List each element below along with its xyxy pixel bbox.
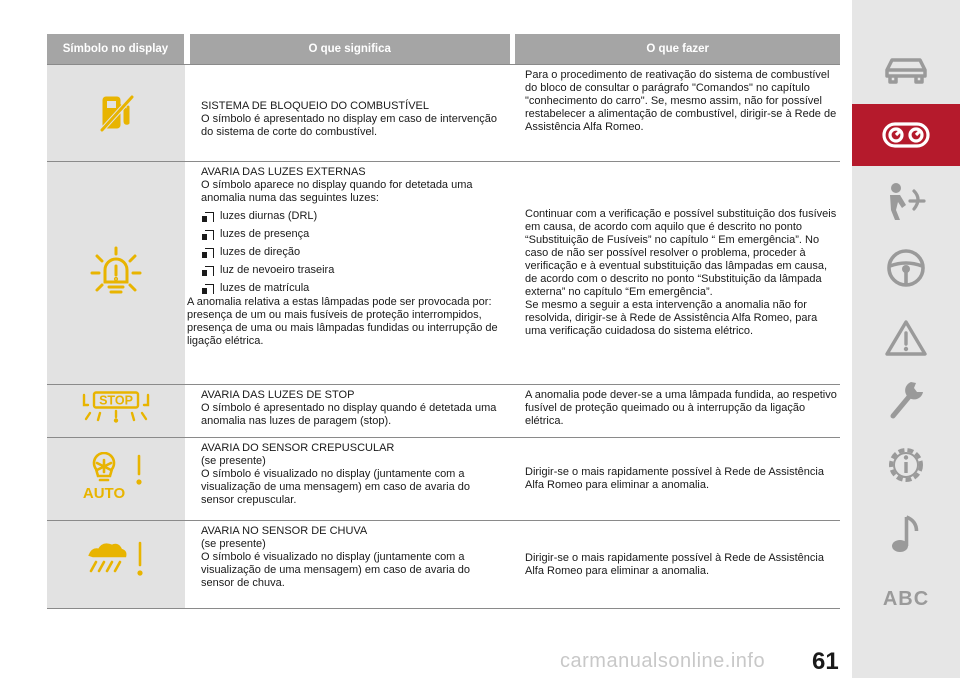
sidebar-item-steering[interactable] bbox=[852, 240, 960, 296]
table-row bbox=[47, 520, 840, 609]
symbol-cell bbox=[47, 162, 185, 384]
list-item: luzes de presença bbox=[205, 228, 505, 241]
table-row bbox=[47, 64, 840, 161]
action-cell bbox=[513, 385, 840, 437]
action-cell bbox=[513, 521, 840, 608]
watermark: carmanualsonline.info bbox=[560, 650, 766, 672]
stop-light-fault-icon bbox=[78, 391, 154, 423]
sidebar-item-safety[interactable] bbox=[852, 174, 960, 230]
bullet-icon bbox=[205, 266, 214, 276]
meaning-title: AVARIA DO SENSOR CREPUSCULAR bbox=[201, 442, 395, 454]
meaning-text: O símbolo aparece no display quando for detetada uma anomalia numa das seguintes luzes: bbox=[201, 179, 473, 204]
info-gear-icon bbox=[884, 443, 928, 487]
dusk-sensor-fault-icon bbox=[83, 452, 149, 502]
symbol-cell bbox=[47, 521, 185, 608]
action-text: Dirigir-se o mais rapidamente possível à Rede de Assistência Alfa Romeo para eliminar a anomalia. bbox=[525, 551, 824, 577]
meaning-sub: (se presente) bbox=[201, 538, 266, 550]
meaning-cell bbox=[185, 65, 513, 161]
meaning-title: AVARIA DAS LUZES DE STOP bbox=[201, 389, 355, 401]
list-item: luzes de direção bbox=[205, 246, 505, 259]
list-item: luzes de matrícula bbox=[205, 282, 505, 295]
action-cell bbox=[513, 65, 840, 161]
header-meaning: O que significa bbox=[190, 34, 510, 64]
sidebar-item-warning[interactable] bbox=[852, 310, 960, 366]
meaning-title: AVARIA NO SENSOR DE CHUVA bbox=[201, 525, 368, 537]
action-text: Para o procedimento de reativação do sistema de combustível do bloco de consultar o parágrafo "Comandos" no capítulo "conhecimento do carro". Se, mesmo assim, não for possível restabelecer a alimentação de combustível, dirigir-se à Rede de Assistência Alfa Romeo. bbox=[525, 69, 837, 133]
warning-symbols-table bbox=[47, 34, 840, 609]
meaning-text: O símbolo é visualizado no display (juntamente com a visualização de uma mensagem) em caso de avaria do sensor crepuscular. bbox=[201, 468, 471, 506]
bullet-icon bbox=[205, 212, 214, 222]
auto-icon-label: AUTO bbox=[83, 485, 126, 502]
action-text: A anomalia pode dever-se a uma lâmpada fundida, ao respetivo fusível de proteção queimado ou à interrupção da ligação elétrica. bbox=[525, 389, 837, 427]
meaning-title: AVARIA DAS LUZES EXTERNAS bbox=[201, 166, 366, 178]
fuel-block-icon bbox=[96, 93, 136, 133]
meaning-text: O símbolo é visualizado no display (juntamente com a visualização de uma mensagem) em caso de avaria do sensor de chuva. bbox=[201, 551, 471, 589]
meaning-cell bbox=[185, 385, 513, 437]
sidebar-item-index[interactable] bbox=[852, 578, 960, 620]
bullet-icon bbox=[205, 248, 214, 258]
sidebar-item-maintenance[interactable] bbox=[852, 372, 960, 428]
meaning-title: SISTEMA DE BLOQUEIO DO COMBUSTÍVEL bbox=[201, 99, 429, 112]
dashboard-icon bbox=[882, 121, 930, 149]
action-text: Dirigir-se o mais rapidamente possível à Rede de Assistência Alfa Romeo para eliminar a anomalia. bbox=[525, 466, 824, 491]
stop-icon-label: STOP bbox=[99, 393, 133, 408]
wrench-icon bbox=[885, 378, 927, 422]
meaning-cell bbox=[185, 438, 513, 520]
steering-wheel-icon bbox=[885, 247, 927, 289]
table-header bbox=[47, 34, 840, 64]
meaning-sub: (se presente) bbox=[201, 455, 266, 467]
sidebar-item-car[interactable] bbox=[852, 42, 960, 98]
bullet-icon bbox=[205, 230, 214, 240]
exterior-light-fault-icon bbox=[89, 246, 143, 300]
safety-icon bbox=[884, 181, 928, 223]
page-number: 61 bbox=[812, 648, 839, 675]
symbol-cell bbox=[47, 438, 185, 520]
bullet-icon bbox=[205, 284, 214, 294]
meaning-text: O símbolo é apresentado no display quando é detetada uma anomalia nas luzes de paragem (stop). bbox=[201, 402, 497, 427]
meaning-after-text: A anomalia relativa a estas lâmpadas pode ser provocada por: presença de um ou mais fusíveis de proteção interrompidos, presença de uma ou mais lâmpadas fundidas ou interrupção de ligação elétrica. bbox=[187, 296, 498, 347]
sidebar-item-technical-data[interactable] bbox=[852, 436, 960, 494]
table-row bbox=[47, 437, 840, 520]
list-item: luz de nevoeiro traseira bbox=[205, 264, 505, 277]
list-item: luzes diurnas (DRL) bbox=[205, 210, 505, 223]
sidebar-item-multimedia[interactable] bbox=[852, 506, 960, 562]
meaning-cell bbox=[185, 162, 513, 384]
rain-sensor-fault-icon bbox=[86, 537, 146, 581]
meaning-text: O símbolo é apresentado no display em caso de intervenção do sistema de corte do combustível. bbox=[201, 112, 497, 138]
chapter-sidebar bbox=[852, 0, 960, 678]
sidebar-item-dashboard[interactable] bbox=[852, 104, 960, 166]
symbol-cell bbox=[47, 65, 185, 161]
music-note-icon bbox=[888, 513, 924, 555]
meaning-cell bbox=[185, 521, 513, 608]
table-row bbox=[47, 161, 840, 384]
warning-icon bbox=[884, 318, 928, 358]
abc-icon: ABC bbox=[882, 587, 930, 610]
action-cell bbox=[513, 438, 840, 520]
header-symbol: Símbolo no display bbox=[47, 34, 184, 64]
action-cell bbox=[513, 162, 840, 384]
table-row bbox=[47, 384, 840, 437]
car-icon bbox=[883, 54, 929, 86]
symbol-cell bbox=[47, 385, 185, 437]
header-action: O que fazer bbox=[515, 34, 840, 64]
action-text: Continuar com a verificação e possível substituição dos fusíveis em causa, de acordo com aquilo que é descrito no ponto “Substituição de Fusíveis” no capítulo “ Em emergência”. No caso de não ser possível resolver o problema, proceder à verificação e à eventual substituição das lâmpadas em causa, de acordo com o descrito no ponto “Substituição da lâmpada externa” no capítulo “Em emergência”. Se mesmo a seguir a esta intervenção a anomalia não for resolvida, dirigir-se à Rede de Assistência Alfa Romeo, para uma verificação cuidadosa do sistema elétrico. bbox=[525, 208, 837, 337]
